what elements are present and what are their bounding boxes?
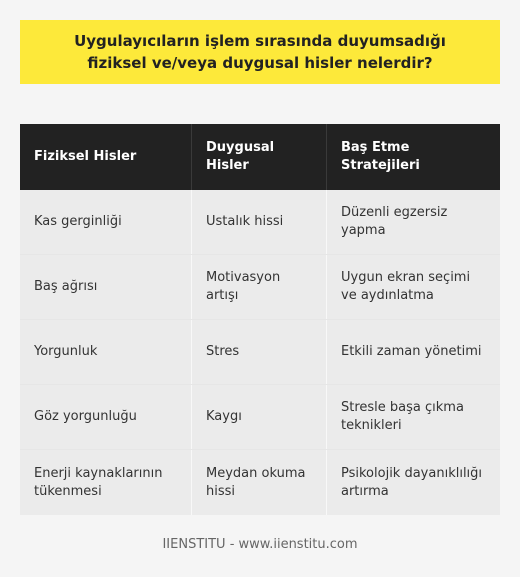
page-title: Uygulayıcıların işlem sırasında duyumsadığı fiziksel ve/veya duygusal hisler nelerdir?	[74, 32, 446, 72]
table-cell: Kaygı	[192, 385, 327, 449]
table-cell: Psikolojik dayanıklılığı artırma	[341, 465, 483, 499]
table-cell: Meydan okuma hissi	[192, 450, 327, 515]
feelings-table	[20, 124, 500, 515]
header-physical: Fiziksel Hisler	[20, 124, 192, 190]
table-cell: Etkili zaman yönetimi	[341, 344, 482, 359]
table-row	[20, 385, 500, 450]
footer-credit: IIENSTITU - www.iienstitu.com	[162, 537, 358, 552]
table-cell: Ustalık hissi	[192, 190, 327, 254]
table-cell: Kas gerginliği	[20, 190, 192, 254]
table-cell: Stresle başa çıkma teknikleri	[341, 400, 464, 433]
table-row	[20, 255, 500, 320]
table-cell: Göz yorgunluğu	[20, 385, 192, 449]
title-banner	[20, 20, 500, 84]
table-row	[20, 190, 500, 255]
table-row	[20, 320, 500, 385]
table-cell: Uygun ekran seçimi ve aydınlatma	[341, 270, 471, 303]
table-cell: Yorgunluk	[20, 320, 192, 384]
table-cell: Düzenli egzersiz yapma	[341, 205, 448, 238]
table-cell: Stres	[192, 320, 327, 384]
header-strategies: Baş Etme Stratejileri	[341, 140, 420, 173]
table-cell: Motivasyon artışı	[192, 255, 327, 319]
table-header-row	[20, 124, 500, 190]
table-cell: Baş ağrısı	[20, 255, 192, 319]
table-cell: Enerji kaynaklarının tükenmesi	[20, 450, 192, 515]
header-emotional: Duygusal Hisler	[192, 124, 327, 190]
table-row	[20, 450, 500, 515]
